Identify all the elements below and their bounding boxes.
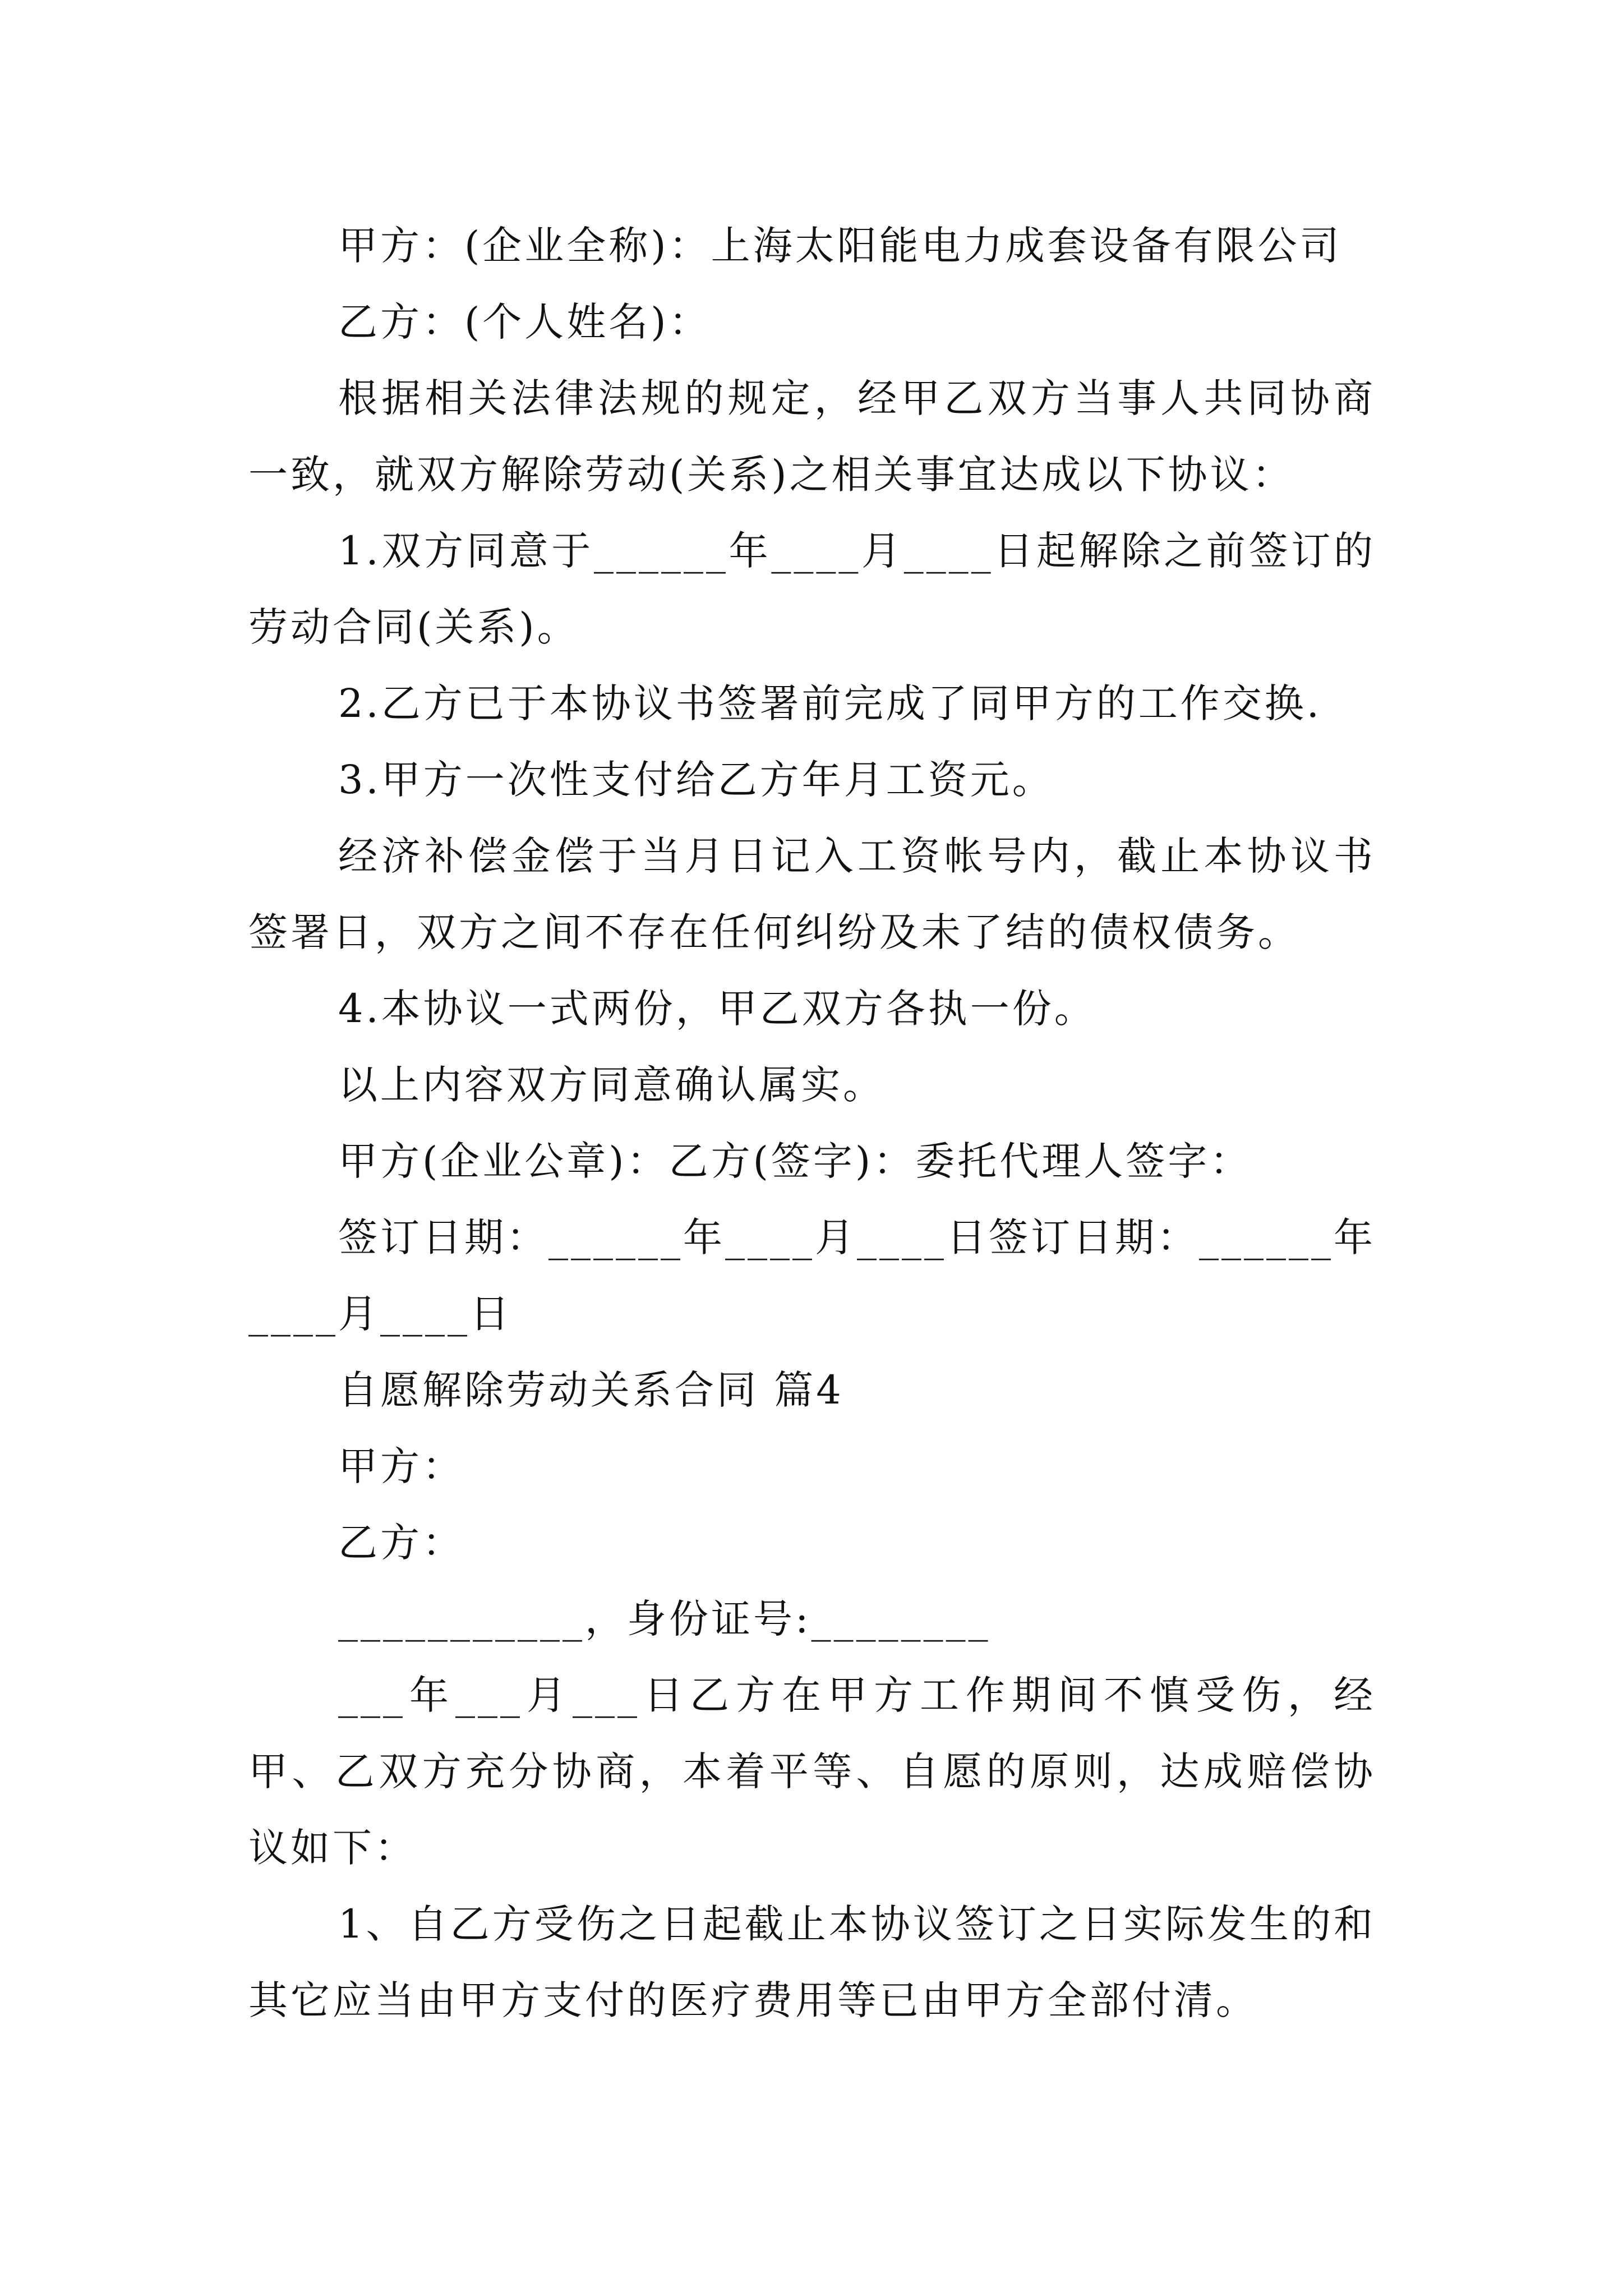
document-body: [248, 208, 1376, 2039]
injury-paragraph: ___年___月___日乙方在甲方工作期间不慎受伤，经甲、乙双方充分协商，本着平等、自愿的原则，达成赔偿协议如下：: [248, 1672, 1376, 1871]
party-a-blank: 甲方：: [338, 1443, 464, 1489]
preamble-paragraph: 根据相关法律法规的规定，经甲乙双方当事人共同协商一致，就双方解除劳动(关系)之相关事宜达成以下协议：: [248, 375, 1376, 498]
medical-clause-1: 1、自乙方受伤之日起截止本协议签订之日实际发生的和其它应当由甲方支付的医疗费用等已由甲方全部付清。: [248, 1901, 1376, 2023]
party-a-line: 甲方：(企业全称)：上海太阳能电力成套设备有限公司: [338, 223, 1342, 269]
confirmation-line: 以上内容双方同意确认属实。: [338, 1062, 885, 1108]
signing-date-line: 签订日期：______年____月____日签订日期：______年____月____日: [248, 1214, 1376, 1337]
id-number-line: ___________，身份证号:________: [338, 1596, 991, 1642]
party-b-line: 乙方：(个人姓名)：: [338, 299, 711, 345]
clause-4: 4.本协议一式两份，甲乙双方各执一份。: [338, 986, 1096, 1032]
clause-3: 3.甲方一次性支付给乙方年月工资元。: [338, 757, 1054, 803]
compensation-paragraph: 经济补偿金偿于当月日记入工资帐号内，截止本协议书签署日，双方之间不存在任何纠纷及未了结的债权债务。: [248, 833, 1376, 955]
section-heading: 自愿解除劳动关系合同 篇4: [338, 1367, 844, 1413]
signature-line: 甲方(企业公章)：乙方(签字)：委托代理人签字：: [338, 1138, 1252, 1184]
clause-1: 1.双方同意于______年____月____日起解除之前签订的劳动合同(关系)。: [248, 528, 1376, 650]
party-b-blank: 乙方：: [338, 1520, 464, 1566]
clause-2: 2.乙方已于本协议书签署前完成了同甲方的工作交换.: [338, 680, 1322, 726]
